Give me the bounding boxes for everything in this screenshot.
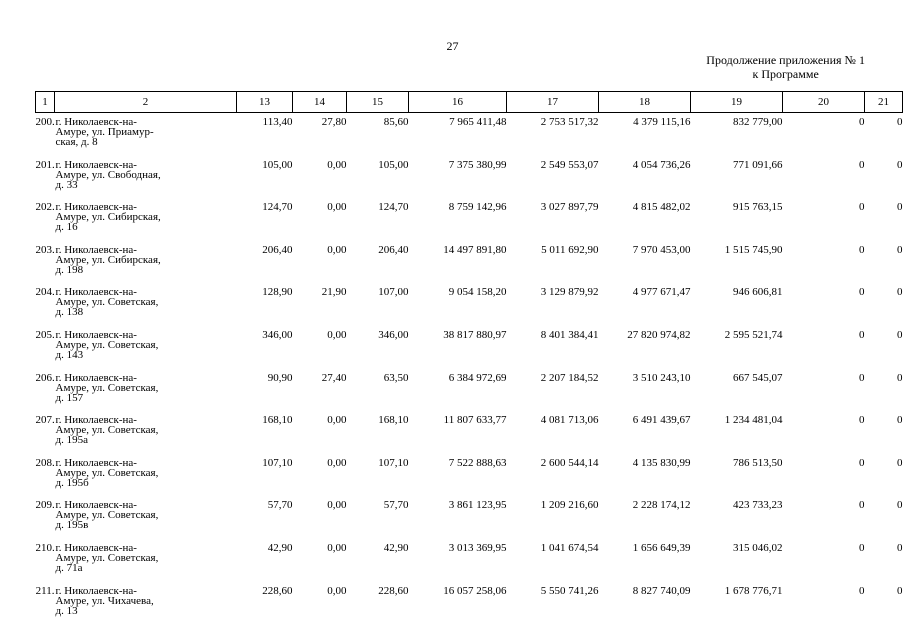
cell-21: 0: [897, 499, 903, 512]
row-number: 207.: [35, 414, 55, 427]
cell-14: 0,00: [327, 328, 347, 341]
page-number: 27: [446, 39, 459, 53]
cell-17: 4 081 713,06: [540, 414, 599, 427]
cell-13: 107,10: [262, 456, 293, 469]
cell-18: 7 970 453,00: [632, 243, 691, 256]
address-cell: [55, 241, 237, 284]
cell-16: 7 522 888,63: [448, 456, 507, 469]
address-line: д. 157: [55, 391, 84, 404]
table-row: [36, 454, 903, 497]
row-number: 209.: [35, 499, 55, 512]
cell-20: 0: [859, 414, 865, 427]
column-header-13: 13: [237, 92, 293, 113]
address-line: д. 138: [55, 306, 84, 319]
cell-18: 4 135 830,99: [632, 456, 691, 469]
cell-17: 2 753 517,32: [540, 116, 599, 128]
address-cell: [55, 156, 237, 199]
address-line: г. Николаевск-на-: [55, 414, 137, 427]
cell-18: 4 977 671,47: [632, 286, 691, 299]
address-line: г. Николаевск-на-: [55, 371, 137, 384]
address-cell: [55, 411, 237, 454]
cell-18: 3 510 243,10: [632, 371, 691, 384]
address-line: Амуре, ул. Сибирская,: [55, 253, 161, 266]
address-line: д. 195в: [55, 519, 89, 532]
cell-14: 21,90: [321, 286, 347, 299]
cell-18: 2 228 174,12: [632, 499, 691, 512]
cell-13: 42,90: [267, 541, 293, 554]
address-line: Амуре, ул. Сибирская,: [55, 211, 161, 224]
cell-21: 0: [897, 371, 903, 384]
cell-15: 346,00: [378, 328, 409, 341]
continuation-line-2: к Программе: [752, 67, 819, 81]
cell-19: 832 779,00: [733, 116, 783, 128]
cell-14: 0,00: [327, 158, 347, 171]
address-line: г. Николаевск-на-: [55, 201, 137, 214]
cell-20: 0: [859, 116, 865, 128]
cell-15: 105,00: [378, 158, 409, 171]
cell-15: 107,10: [378, 456, 409, 469]
cell-13: 168,10: [262, 414, 293, 427]
row-number: 210.: [35, 541, 55, 554]
cell-20: 0: [859, 286, 865, 299]
cell-14: 0,00: [327, 243, 347, 256]
cell-15: 206,40: [378, 243, 409, 256]
cell-19: 1 678 776,71: [724, 584, 783, 597]
cell-19: 315 046,02: [733, 541, 783, 554]
cell-19: 771 091,66: [733, 158, 783, 171]
address-cell: [55, 582, 237, 625]
cell-15: 228,60: [378, 584, 409, 597]
cell-16: 11 807 633,77: [443, 414, 507, 427]
column-header-2: 2: [55, 92, 237, 113]
address-line: Амуре, ул. Чихачева,: [55, 594, 154, 607]
address-line: Амуре, ул. Приамур-: [55, 126, 154, 138]
cell-21: 0: [897, 243, 903, 256]
cell-21: 0: [897, 116, 903, 128]
cell-21: 0: [897, 328, 903, 341]
cell-19: 423 733,23: [733, 499, 783, 512]
address-cell: [55, 198, 237, 241]
continuation-line-1: Продолжение приложения № 1: [706, 53, 865, 67]
cell-19: 915 763,15: [733, 201, 783, 214]
table-row: [36, 283, 903, 326]
cell-20: 0: [859, 541, 865, 554]
cell-21: 0: [897, 286, 903, 299]
cell-17: 1 209 216,60: [540, 499, 599, 512]
address-cell: [55, 113, 237, 156]
address-line: д. 71а: [55, 561, 83, 574]
cell-21: 0: [897, 541, 903, 554]
cell-19: 1 234 481,04: [724, 414, 783, 427]
header-row: [36, 92, 903, 113]
cell-20: 0: [859, 158, 865, 171]
cell-13: 90,90: [267, 371, 293, 384]
cell-21: 0: [897, 456, 903, 469]
address-cell: [55, 496, 237, 539]
cell-15: 124,70: [378, 201, 409, 214]
cell-20: 0: [859, 243, 865, 256]
cell-17: 3 129 879,92: [540, 286, 599, 299]
cell-16: 7 375 380,99: [448, 158, 507, 171]
cell-13: 206,40: [262, 243, 293, 256]
table-row: [36, 582, 903, 625]
cell-15: 42,90: [383, 541, 409, 554]
address-line: г. Николаевск-на-: [55, 499, 137, 512]
address-line: г. Николаевск-на-: [55, 286, 137, 299]
row-number: 206.: [35, 371, 55, 384]
cell-15: 85,60: [383, 116, 409, 128]
cell-20: 0: [859, 328, 865, 341]
row-number: 201.: [35, 158, 55, 171]
cell-18: 6 491 439,67: [632, 414, 691, 427]
address-line: Амуре, ул. Советская,: [55, 551, 159, 564]
cell-13: 113,40: [262, 116, 293, 128]
cell-15: 63,50: [383, 371, 409, 384]
address-line: д. 33: [55, 178, 78, 191]
cell-21: 0: [897, 414, 903, 427]
table-row: [36, 539, 903, 582]
cell-18: 27 820 974,82: [627, 328, 691, 341]
column-header-21: 21: [865, 92, 903, 113]
address-line: Амуре, ул. Советская,: [55, 296, 159, 309]
cell-16: 8 759 142,96: [448, 201, 507, 214]
cell-21: 0: [897, 584, 903, 597]
cell-17: 2 207 184,52: [540, 371, 599, 384]
continuation-note: [706, 53, 865, 81]
address-cell: [55, 454, 237, 497]
address-line: Амуре, ул. Свободная,: [55, 168, 161, 181]
column-header-18: 18: [599, 92, 691, 113]
cell-20: 0: [859, 201, 865, 214]
column-header-1: 1: [36, 92, 55, 113]
row-number: 205.: [35, 328, 55, 341]
row-number: 200.: [35, 116, 55, 128]
cell-14: 0,00: [327, 499, 347, 512]
address-line: д. 143: [55, 348, 84, 361]
row-number: 204.: [35, 286, 55, 299]
table-row: [36, 241, 903, 284]
cell-16: 14 497 891,80: [443, 243, 507, 256]
address-line: ская, д. 8: [55, 136, 98, 148]
cell-14: 0,00: [327, 414, 347, 427]
cell-18: 4 379 115,16: [633, 116, 691, 128]
cell-13: 124,70: [262, 201, 293, 214]
table-row: [36, 411, 903, 454]
cell-13: 346,00: [262, 328, 293, 341]
cell-20: 0: [859, 456, 865, 469]
cell-16: 9 054 158,20: [448, 286, 507, 299]
cell-14: 0,00: [327, 584, 347, 597]
cell-18: 4 815 482,02: [632, 201, 691, 214]
cell-14: 27,80: [321, 116, 347, 128]
address-cell: [55, 283, 237, 326]
cell-14: 0,00: [327, 541, 347, 554]
cell-16: 38 817 880,97: [443, 328, 507, 341]
table-row: [36, 113, 903, 156]
address-cell: [55, 539, 237, 582]
address-line: д. 13: [55, 604, 78, 617]
cell-17: 2 549 553,07: [540, 158, 599, 171]
cell-19: 2 595 521,74: [724, 328, 783, 341]
cell-15: 168,10: [378, 414, 409, 427]
address-line: Амуре, ул. Советская,: [55, 338, 159, 351]
cell-17: 3 027 897,79: [540, 201, 599, 214]
table-row: [36, 496, 903, 539]
address-line: г. Николаевск-на-: [55, 328, 137, 341]
cell-18: 8 827 740,09: [632, 584, 691, 597]
cell-15: 57,70: [383, 499, 409, 512]
cell-15: 107,00: [378, 286, 409, 299]
address-line: д. 195а: [55, 434, 88, 447]
table-row: [36, 156, 903, 199]
table-row: [36, 369, 903, 412]
cell-17: 5 011 692,90: [541, 243, 599, 256]
column-header-20: 20: [783, 92, 865, 113]
address-line: д. 198: [55, 263, 84, 276]
cell-18: 1 656 649,39: [632, 541, 691, 554]
cell-13: 57,70: [267, 499, 293, 512]
data-table: [35, 91, 903, 624]
cell-16: 3 013 369,95: [448, 541, 507, 554]
address-cell: [55, 326, 237, 369]
address-line: Амуре, ул. Советская,: [55, 381, 159, 394]
address-line: д. 195б: [55, 476, 89, 489]
cell-18: 4 054 736,26: [632, 158, 691, 171]
cell-19: 946 606,81: [733, 286, 783, 299]
cell-17: 5 550 741,26: [540, 584, 599, 597]
column-header-15: 15: [347, 92, 409, 113]
address-line: г. Николаевск-на-: [55, 116, 137, 128]
cell-16: 16 057 258,06: [443, 584, 507, 597]
address-line: Амуре, ул. Советская,: [55, 509, 159, 522]
cell-19: 1 515 745,90: [724, 243, 783, 256]
cell-20: 0: [859, 371, 865, 384]
address-line: г. Николаевск-на-: [55, 584, 137, 597]
cell-17: 2 600 544,14: [540, 456, 599, 469]
address-line: г. Николаевск-на-: [55, 456, 137, 469]
row-number: 203.: [35, 243, 55, 256]
address-cell: [55, 369, 237, 412]
table-body: [36, 113, 903, 625]
table-row: [36, 198, 903, 241]
address-line: г. Николаевск-на-: [55, 541, 137, 554]
cell-14: 0,00: [327, 201, 347, 214]
address-line: г. Николаевск-на-: [55, 158, 137, 171]
cell-20: 0: [859, 584, 865, 597]
row-number: 202.: [35, 201, 55, 214]
column-header-19: 19: [691, 92, 783, 113]
cell-19: 667 545,07: [733, 371, 783, 384]
row-number: 208.: [35, 456, 55, 469]
cell-14: 27,40: [321, 371, 347, 384]
cell-16: 6 384 972,69: [448, 371, 507, 384]
cell-13: 128,90: [262, 286, 293, 299]
cell-16: 3 861 123,95: [448, 499, 507, 512]
cell-16: 7 965 411,48: [449, 116, 507, 128]
cell-13: 105,00: [262, 158, 293, 171]
column-header-16: 16: [409, 92, 507, 113]
address-line: Амуре, ул. Советская,: [55, 466, 159, 479]
column-header-14: 14: [293, 92, 347, 113]
cell-13: 228,60: [262, 584, 293, 597]
table-row: [36, 326, 903, 369]
cell-14: 0,00: [327, 456, 347, 469]
cell-21: 0: [897, 158, 903, 171]
cell-19: 786 513,50: [733, 456, 783, 469]
address-line: Амуре, ул. Советская,: [55, 424, 159, 437]
row-number: 211.: [35, 584, 55, 597]
address-line: г. Николаевск-на-: [55, 243, 137, 256]
cell-17: 8 401 384,41: [540, 328, 599, 341]
cell-21: 0: [897, 201, 903, 214]
address-line: д. 16: [55, 221, 78, 234]
column-header-17: 17: [507, 92, 599, 113]
cell-17: 1 041 674,54: [540, 541, 599, 554]
cell-20: 0: [859, 499, 865, 512]
